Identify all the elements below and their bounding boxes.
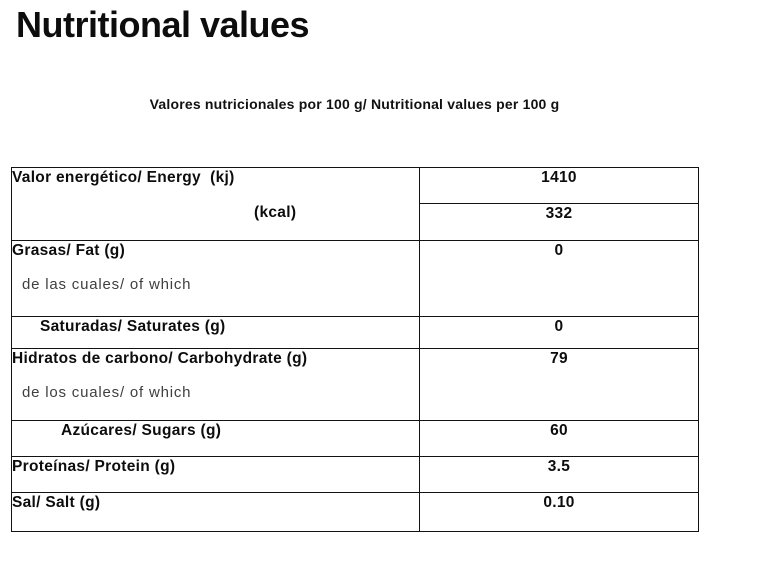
table-row-carbohydrate [12, 349, 699, 421]
energy-kj-value-cell [420, 168, 699, 204]
carbohydrate-value-cell [420, 349, 699, 421]
nutrient-label-fat: Grasas/ Fat (g) [12, 242, 126, 259]
fat-label-cell [12, 241, 420, 317]
energy-kcal-value-cell [420, 204, 699, 241]
protein-label-cell [12, 457, 420, 493]
nutrient-label-protein: Proteínas/ Protein (g) [12, 458, 176, 475]
saturates-label-cell [12, 317, 420, 349]
table-row-saturates [12, 317, 699, 349]
nutrient-sublabel-fat: de las cuales/ of which [22, 276, 192, 293]
nutrient-value-energy-kcal: 332 [545, 205, 573, 222]
nutrient-value-saturates: 0 [554, 318, 564, 335]
nutrient-value-carbohydrate: 79 [550, 350, 568, 367]
salt-value-cell [420, 493, 699, 532]
sugars-value-cell [420, 421, 699, 457]
nutrient-label-carbohydrate: Hidratos de carbono/ Carbohydrate (g) [12, 350, 308, 367]
energy-label-cell [12, 168, 420, 241]
nutrient-value-sugars: 60 [550, 422, 568, 439]
table-row-sugars [12, 421, 699, 457]
page-subtitle: Valores nutricionales por 100 g/ Nutritional values per 100 g [149, 96, 560, 112]
nutrient-label-energy: Valor energético/ Energy (kj) [12, 169, 235, 186]
table-row-protein [12, 457, 699, 493]
fat-value-cell [420, 241, 699, 317]
table-row-salt [12, 493, 699, 532]
nutrient-value-energy-kj: 1410 [541, 169, 577, 186]
page-title: Nutritional values [16, 4, 310, 45]
table-row-energy-kj [12, 168, 699, 204]
salt-label-cell [12, 493, 420, 532]
nutrient-label-kcal: (kcal) [254, 204, 297, 221]
saturates-value-cell [420, 317, 699, 349]
sugars-label-cell [12, 421, 420, 457]
nutrient-value-protein: 3.5 [547, 458, 571, 475]
nutrient-sublabel-carbohydrate: de los cuales/ of which [22, 384, 192, 401]
nutrient-value-salt: 0.10 [543, 494, 575, 511]
nutrient-label-sugars: Azúcares/ Sugars (g) [61, 422, 222, 439]
carbohydrate-label-cell [12, 349, 420, 421]
nutrient-label-saturates: Saturadas/ Saturates (g) [40, 318, 226, 335]
nutrient-value-fat: 0 [554, 242, 564, 259]
table-row-fat [12, 241, 699, 317]
nutrition-table [11, 167, 699, 532]
protein-value-cell [420, 457, 699, 493]
nutrient-label-salt: Sal/ Salt (g) [12, 494, 101, 511]
